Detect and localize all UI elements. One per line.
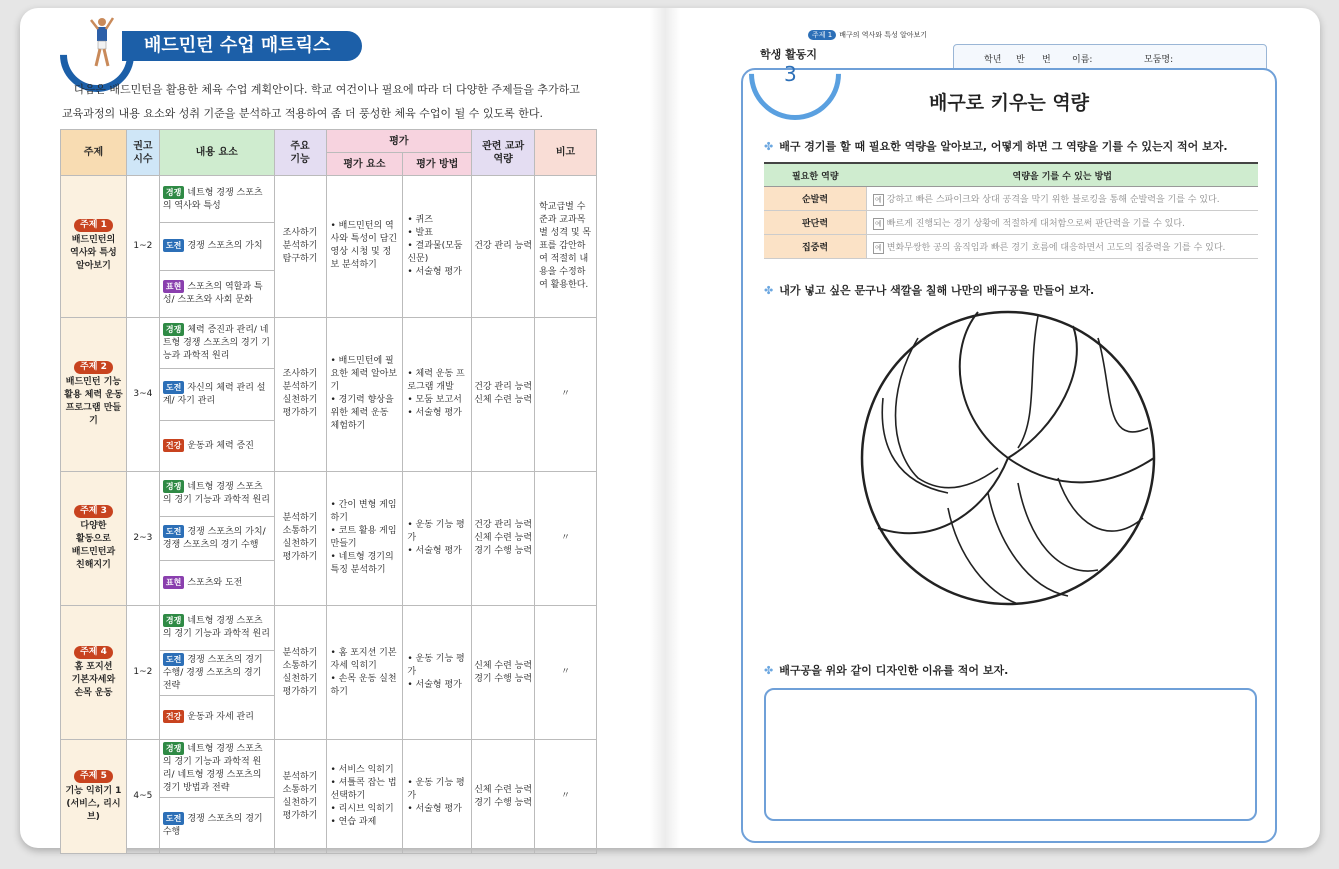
competency-name: 판단력	[764, 211, 867, 235]
content-text: 스포츠와 도전	[187, 578, 243, 589]
content-text: 스포츠의 역할과 특성/ 스포츠와 사회 문화	[162, 282, 263, 306]
competency-name: 순발력	[764, 187, 867, 211]
question-3	[764, 662, 1008, 678]
header-func: 주요 기능	[274, 130, 326, 176]
topic-header-text: 배구의 역사와 특성 알아보기	[839, 31, 928, 39]
content-cell	[159, 176, 274, 223]
eval-method-cell: • 퀴즈 • 발표 • 결과물(모둠 신문) • 서술형 평가	[403, 176, 472, 318]
content-tag: 경쟁	[163, 323, 184, 336]
topic-title: 다양한 활동으로 배드민턴과 친해지기	[71, 520, 116, 570]
hours-cell: 1~2	[126, 605, 159, 739]
header-eval-method: 평가 방법	[403, 153, 472, 176]
topic-cell	[61, 176, 127, 318]
table-row	[61, 317, 597, 368]
answer-box[interactable]	[764, 688, 1257, 821]
eval-method-cell: • 운동 기능 평가 • 서술형 평가	[403, 605, 472, 739]
question-1	[764, 138, 1228, 154]
content-tag: 도전	[163, 239, 184, 252]
competency-table	[764, 162, 1258, 259]
content-tag: 건강	[163, 439, 184, 452]
question-3-text: 배구공을 위와 같이 디자인한 이유를 적어 보자.	[779, 664, 1009, 677]
func-cell: 분석하기 소통하기 실천하기 평가하기	[274, 740, 326, 854]
topic-title: 배드민턴 기능 활용 체력 운동 프로그램 만들기	[64, 376, 123, 426]
example-icon: 예	[875, 243, 882, 252]
func-cell: 분석하기 소통하기 실천하기 평가하기	[274, 471, 326, 605]
content-text: 네트형 경쟁 스포츠의 경기 기능과 과학적 원리	[162, 482, 270, 506]
sheet-title: 배구로 키우는 역량	[928, 92, 1090, 114]
activity-label: 학생 활동지	[760, 48, 817, 61]
note-cell: 〃	[535, 471, 597, 605]
content-text: 운동과 자세 관리	[187, 712, 254, 723]
rel-cell: 건강 관리 능력 신체 수련 능력 경기 수행 능력	[472, 471, 535, 605]
topic-title: 홈 포지션 기본자세와 손목 운동	[71, 661, 116, 698]
example-icon: 예	[875, 195, 882, 204]
content-cell	[159, 270, 274, 317]
table-row	[61, 176, 597, 223]
content-cell	[159, 798, 274, 854]
clover-icon: ✤	[764, 140, 774, 153]
topic-badge: 주제 3	[74, 505, 113, 518]
question-2-text: 내가 넣고 싶은 문구나 색깔을 칠해 나만의 배구공을 만들어 보자.	[779, 284, 1095, 297]
content-cell	[159, 317, 274, 368]
note-cell: 〃	[535, 740, 597, 854]
table-row	[764, 235, 1258, 259]
rel-cell: 건강 관리 능력 신체 수련 능력	[472, 317, 535, 471]
question-1-text: 배구 경기를 할 때 필요한 역량을 알아보고, 어떻게 하면 그 역량을 기를 수 있는지 적어 보자.	[779, 140, 1228, 153]
eval-elem-cell: • 서비스 익히기 • 셔틀콕 잡는 법 선택하기 • 리시브 익히기 • 연습 과제	[326, 740, 403, 854]
content-tag: 경쟁	[163, 742, 184, 755]
header-content: 내용 요소	[159, 130, 274, 176]
competency-name: 집중력	[764, 235, 867, 259]
name-label: 이름:	[1072, 55, 1093, 65]
hours-cell: 2~3	[126, 471, 159, 605]
topic-cell	[61, 740, 127, 854]
topic-badge: 주제 4	[74, 646, 113, 659]
class-label: 반	[1016, 55, 1025, 65]
content-cell	[159, 369, 274, 420]
topic-title: 배드민턴의 역사와 특성 알아보기	[70, 235, 117, 272]
header-topic: 주제	[61, 130, 127, 176]
page-title: 배드민턴 수업 매트릭스	[122, 31, 362, 61]
hours-cell: 3~4	[126, 317, 159, 471]
content-cell	[159, 223, 274, 270]
note-cell: 학교급별 수준과 교과목별 성격 및 목표를 감안하여 적절히 내용을 수정하여 활용한다.	[535, 176, 597, 318]
note-cell: 〃	[535, 605, 597, 739]
content-cell	[159, 695, 274, 740]
content-tag: 경쟁	[163, 614, 184, 627]
content-text: 경쟁 스포츠의 가치	[187, 241, 263, 252]
clover-icon: ✤	[764, 664, 774, 677]
topic-badge: 주제 1	[74, 219, 113, 232]
content-text: 네트형 경쟁 스포츠의 역사와 특성	[162, 187, 263, 211]
comp-header-name: 필요한 역량	[764, 163, 867, 187]
content-text: 경쟁 스포츠의 경기 수행	[162, 814, 263, 838]
topic-badge: 주제 1	[808, 30, 836, 40]
comp-header-method: 역량을 기를 수 있는 방법	[867, 163, 1259, 187]
rel-cell: 신체 수련 능력 경기 수행 능력	[472, 605, 535, 739]
topic-title: 기능 익히기 1 (서비스, 리시브)	[65, 785, 122, 822]
content-text: 운동과 체력 증진	[187, 440, 254, 451]
competency-method	[867, 187, 1259, 211]
topic-cell	[61, 471, 127, 605]
eval-method-cell: • 운동 기능 평가 • 서술형 평가	[403, 471, 472, 605]
content-tag: 도전	[163, 381, 184, 394]
content-cell	[159, 420, 274, 471]
rel-cell: 신체 수련 능력 경기 수행 능력	[472, 740, 535, 854]
competency-method-text: 변화무쌍한 공의 움직임과 빠른 경기 흐름에 대응하면서 고도의 집중력을 기를 수 있다.	[886, 242, 1226, 253]
competency-method	[867, 211, 1259, 235]
competency-method-text: 강하고 빠른 스파이크와 상대 공격을 막기 위한 블로킹을 통해 순발력을 기를 수 있다.	[886, 194, 1220, 205]
content-tag: 경쟁	[163, 186, 184, 199]
eval-method-cell: • 체력 운동 프로그램 개발 • 모둠 보고서 • 서술형 평가	[403, 317, 472, 471]
group-label: 모둠명:	[1144, 55, 1174, 65]
header-rel: 관련 교과 역량	[472, 130, 535, 176]
hours-cell: 4~5	[126, 740, 159, 854]
intro-text: 다음은 배드민턴을 활용한 체육 수업 계획안이다. 학교 여건이나 필요에 따라 더 다양한 주제들을 추가하고 교육과정의 내용 요소와 성취 기준을 분석하고 적용하여 좀 더 풍성한 체육 수업이 될 수 있도록 한다.	[62, 83, 580, 120]
volleyball-drawing[interactable]	[858, 308, 1158, 608]
content-cell	[159, 471, 274, 516]
eval-elem-cell: • 배드민턴에 필요한 체력 알아보기 • 경기력 향상을 위한 체력 운동 체험하기	[326, 317, 403, 471]
content-text: 경쟁 스포츠의 경기 수행/ 경쟁 스포츠의 경기 전략	[162, 654, 263, 691]
content-cell	[159, 605, 274, 650]
func-cell: 조사하기 분석하기 실천하기 평가하기	[274, 317, 326, 471]
eval-method-cell: • 운동 기능 평가 • 서술형 평가	[403, 740, 472, 854]
sheet-header-tag	[808, 30, 927, 40]
eval-elem-cell: • 배드민턴의 역사와 특성이 담긴 영상 시청 및 정보 분석하기	[326, 176, 403, 318]
func-cell: 분석하기 소통하기 실천하기 평가하기	[274, 605, 326, 739]
table-row	[764, 211, 1258, 235]
rel-cell: 건강 관리 능력	[472, 176, 535, 318]
header-eval-elem: 평가 요소	[326, 153, 403, 176]
competency-method	[867, 235, 1259, 259]
header-note: 비고	[535, 130, 597, 176]
topic-badge: 주제 5	[74, 770, 113, 783]
table-row	[764, 187, 1258, 211]
hours-cell: 1~2	[126, 176, 159, 318]
func-cell: 조사하기 분석하기 탐구하기	[274, 176, 326, 318]
header-hours: 권고 시수	[126, 130, 159, 176]
topic-badge: 주제 2	[74, 361, 113, 374]
eval-elem-cell: • 간이 변형 게임하기 • 코트 활용 게임 만들기 • 네트형 경기의 특징 분석하기	[326, 471, 403, 605]
header-eval: 평가	[326, 130, 472, 153]
competency-method-text: 빠르게 진행되는 경기 상황에 적절하게 대처함으로써 판단력을 기를 수 있다.	[886, 218, 1185, 229]
eval-elem-cell: • 홈 포지션 기본자세 익히기 • 손목 운동 실천하기	[326, 605, 403, 739]
note-cell: 〃	[535, 317, 597, 471]
activity-number: 3	[784, 62, 797, 86]
content-tag: 경쟁	[163, 480, 184, 493]
grade-label: 학년	[984, 55, 1002, 65]
content-cell	[159, 561, 274, 606]
content-text: 체력 증진과 관리/ 네트형 경쟁 스포츠의 경기 기능과 과학적 원리	[162, 325, 270, 362]
content-tag: 도전	[163, 812, 184, 825]
topic-cell	[61, 317, 127, 471]
question-2	[764, 282, 1094, 298]
topic-cell	[61, 605, 127, 739]
content-tag: 도전	[163, 653, 184, 666]
volleyball-player-icon	[88, 16, 114, 70]
content-text: 경쟁 스포츠의 가치/ 경쟁 스포츠의 경기 수행	[162, 526, 266, 550]
content-cell	[159, 740, 274, 798]
content-tag: 표현	[163, 280, 184, 293]
content-text: 네트형 경쟁 스포츠의 경기 기능과 과학적 원리/ 네트형 경쟁 스포츠의 경기 방법과 전략	[162, 744, 263, 794]
content-tag: 도전	[163, 525, 184, 538]
table-row	[61, 471, 597, 516]
table-row	[61, 740, 597, 798]
content-tag: 표현	[163, 576, 184, 589]
table-row	[61, 605, 597, 650]
content-cell	[159, 650, 274, 695]
matrix-table	[60, 129, 597, 854]
content-cell	[159, 516, 274, 561]
number-label: 번	[1042, 55, 1051, 65]
book-gutter	[650, 8, 680, 848]
content-text: 자신의 체력 관리 설계/ 자기 관리	[162, 382, 266, 406]
content-text: 네트형 경쟁 스포츠의 경기 기능과 과학적 원리	[162, 616, 270, 640]
content-tag: 건강	[163, 710, 184, 723]
clover-icon: ✤	[764, 284, 774, 297]
example-icon: 예	[875, 219, 882, 228]
